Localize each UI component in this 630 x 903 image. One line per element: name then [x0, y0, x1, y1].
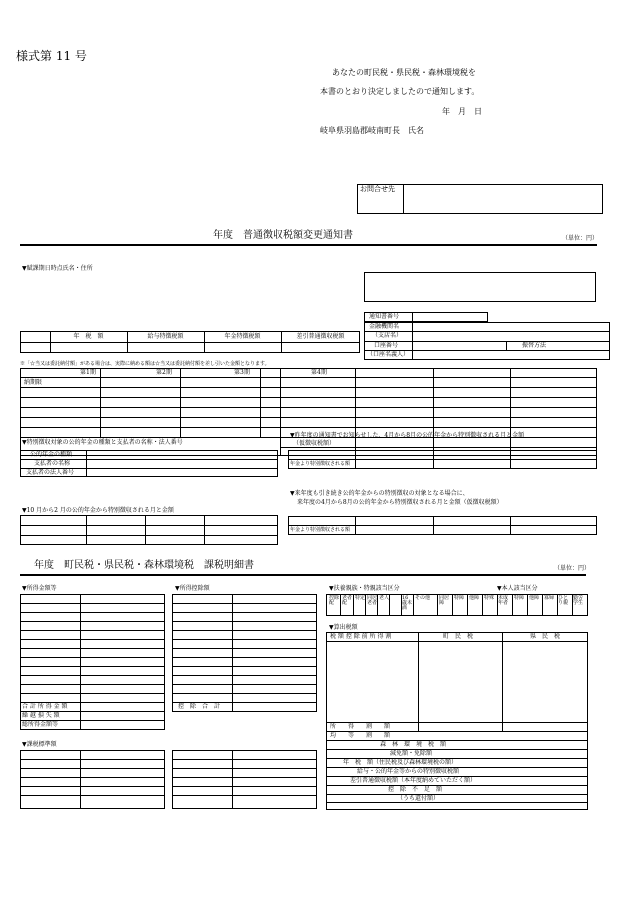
deduction-label: ▼所得控除額 — [175, 585, 210, 592]
next-year-notice: ▼昨年度の通知書でお知らせした、4月から8月の公的年金から特別徴収される月と金額 — [290, 432, 525, 439]
income-levy-label: 所 得 割 額 — [330, 723, 391, 730]
following-year-label-2: 来年度の4月から8月の公的年金から特別徴収される月と金額（仮徴収税額） — [297, 499, 503, 506]
pension-section-label: ▼特別徴収対象の公的年金の種類と支払者の名称・法人番号 — [22, 439, 183, 446]
person-col-working-student: 勤労学生 — [573, 595, 584, 606]
tax-col-town: 町 民 税 — [443, 633, 474, 640]
tax-header-net-ordinary: 差引普通徴収税額 — [296, 333, 345, 340]
pension-collect-label-2: 年金より特別徴収される額 — [290, 527, 351, 533]
address-box — [364, 272, 596, 302]
transfer-method-label: 振替方法 — [522, 342, 547, 349]
dep-col-cohabit-elderly: 同居老者 — [367, 595, 378, 606]
payer-name-label: 支払者の名称 — [34, 460, 71, 467]
total-income-label: 合 計 所 得 金 額 — [22, 703, 68, 710]
tax-col-pre-deduction: 税 額 控 除 前 所 得 割 — [330, 633, 392, 640]
period-4-header: 第4期 — [311, 369, 327, 376]
inquiry-label: お問合せ先 — [360, 185, 395, 193]
person-col-single-parent: ひとり親 — [558, 595, 569, 606]
dep-col-elderly: 老人 — [379, 595, 390, 601]
equal-levy-label: 均 等 割 額 — [330, 732, 391, 739]
dep-col-special: 特殊 — [484, 595, 495, 601]
period-1-header: 第1期 — [80, 369, 96, 376]
period-2-header: 第2期 — [156, 369, 172, 376]
issuer-name: 岐阜県羽島郡岐南町長 氏名 — [320, 126, 424, 135]
dep-col-other-disabled: 他障 — [469, 595, 480, 601]
dep-col-specific: 特定 — [355, 595, 366, 601]
reduction-label: 減免額・免除額 — [390, 750, 433, 757]
dep-col-cohabit-disabled: 同居障 — [439, 595, 450, 606]
total-taxable-income-label: 総所得金額等 — [22, 721, 59, 728]
person-col-minor: 未成年者 — [498, 595, 509, 606]
oct-feb-label: ▼10 月から2 月の公的年金から特別徴収される月と金額 — [22, 507, 174, 514]
deduction-total-label: 控 除 合 計 — [178, 703, 221, 710]
taxable-standard-label: ▼課税標準額 — [22, 741, 57, 748]
forest-tax-label: 森 林 環 境 税 額 — [380, 741, 447, 748]
person-category-label: ▼本人該当区分 — [497, 585, 538, 592]
income-label: ▼所得金額等 — [22, 585, 57, 592]
tax-header-payroll: 給与特徴税額 — [147, 333, 184, 340]
period-3-header: 第3期 — [234, 369, 250, 376]
following-year-label: ▼来年度も引き続き公的年金からの特別徴収の対象となる場合に、 — [290, 490, 469, 497]
pension-collect-label-1: 年金より特別徴収される額 — [290, 461, 351, 467]
bank-name-label: 金融機関名 — [369, 323, 400, 330]
tax-header-annual: 年 税 額 — [73, 333, 104, 340]
section1-unit: （単位：円） — [562, 235, 599, 242]
annual-tax-label: 年 税 額（住民税及び森林環境税の額） — [343, 759, 458, 766]
notice-line-1: あなたの町民税・県民税・森林環境税を — [332, 68, 476, 77]
net-ordinary-label: 差引普通徴収税額（本年度納めていただく額） — [350, 777, 477, 784]
dep-col-spouse: 控除配 — [329, 595, 340, 606]
dep-col-under16: 16歳未満 — [402, 595, 413, 611]
section2-unit: （単位：円） — [554, 565, 591, 572]
notice-date: 年 月 日 — [442, 107, 482, 116]
form-number: 様式第 11 号 — [16, 49, 87, 63]
deduction-shortfall-label: 控 除 不 足 額 — [388, 786, 443, 793]
account-number-label: 口座番号 — [374, 342, 399, 349]
carryover-loss-label: 繰 越 損 失 額 — [22, 712, 60, 719]
tax-amount-label: ▼算出税額 — [329, 624, 358, 631]
payer-corp-number-label: 支払者の法人番号 — [26, 469, 75, 476]
section1-title: 年度 普通徴収税額変更通知書 — [213, 230, 353, 241]
provisional-label: （仮徴収税額） — [293, 440, 336, 447]
section1-rule — [20, 244, 597, 246]
refund-label: （うち還付額） — [397, 795, 440, 802]
tax-col-prefecture: 県 民 税 — [530, 633, 561, 640]
dep-col-special-disabled: 特障 — [454, 595, 465, 601]
branch-label: （支店名） — [372, 332, 403, 339]
due-date-label: 納期限 — [24, 379, 43, 386]
pension-type-label: 公的年金の種類 — [30, 451, 73, 458]
section2-rule — [20, 574, 586, 576]
dep-col-elderly-spouse: 老者配 — [342, 595, 353, 606]
account-holder-label: （口座名義人） — [367, 351, 410, 358]
payroll-pension-label: 給与・公的年金等からの特別徴収税額 — [357, 768, 460, 775]
tax-header-pension: 年金特徴税額 — [224, 333, 261, 340]
dependents-label: ▼扶養親族・特親該当区分 — [329, 585, 400, 592]
dep-col-other: その他 — [415, 595, 431, 601]
section2-title: 年度 町民税・県民税・森林環境税 課税明細書 — [34, 560, 254, 571]
payment-note: ※「☆当又は委託納付額」がある場合は、実際に納める額は☆当又は委託納付額を差し引いた金額となります。 — [20, 361, 270, 367]
address-label: ▼賦課期日時点氏名・住所 — [22, 265, 93, 272]
person-col-other-disabled: 他障 — [529, 595, 540, 601]
notice-number-label: 通知書番号 — [369, 313, 400, 320]
notice-line-2: 本書のとおり決定しましたので通知します。 — [320, 87, 480, 96]
person-col-special-disabled: 特障 — [514, 595, 525, 601]
person-col-widow: 寡婦 — [544, 595, 555, 601]
